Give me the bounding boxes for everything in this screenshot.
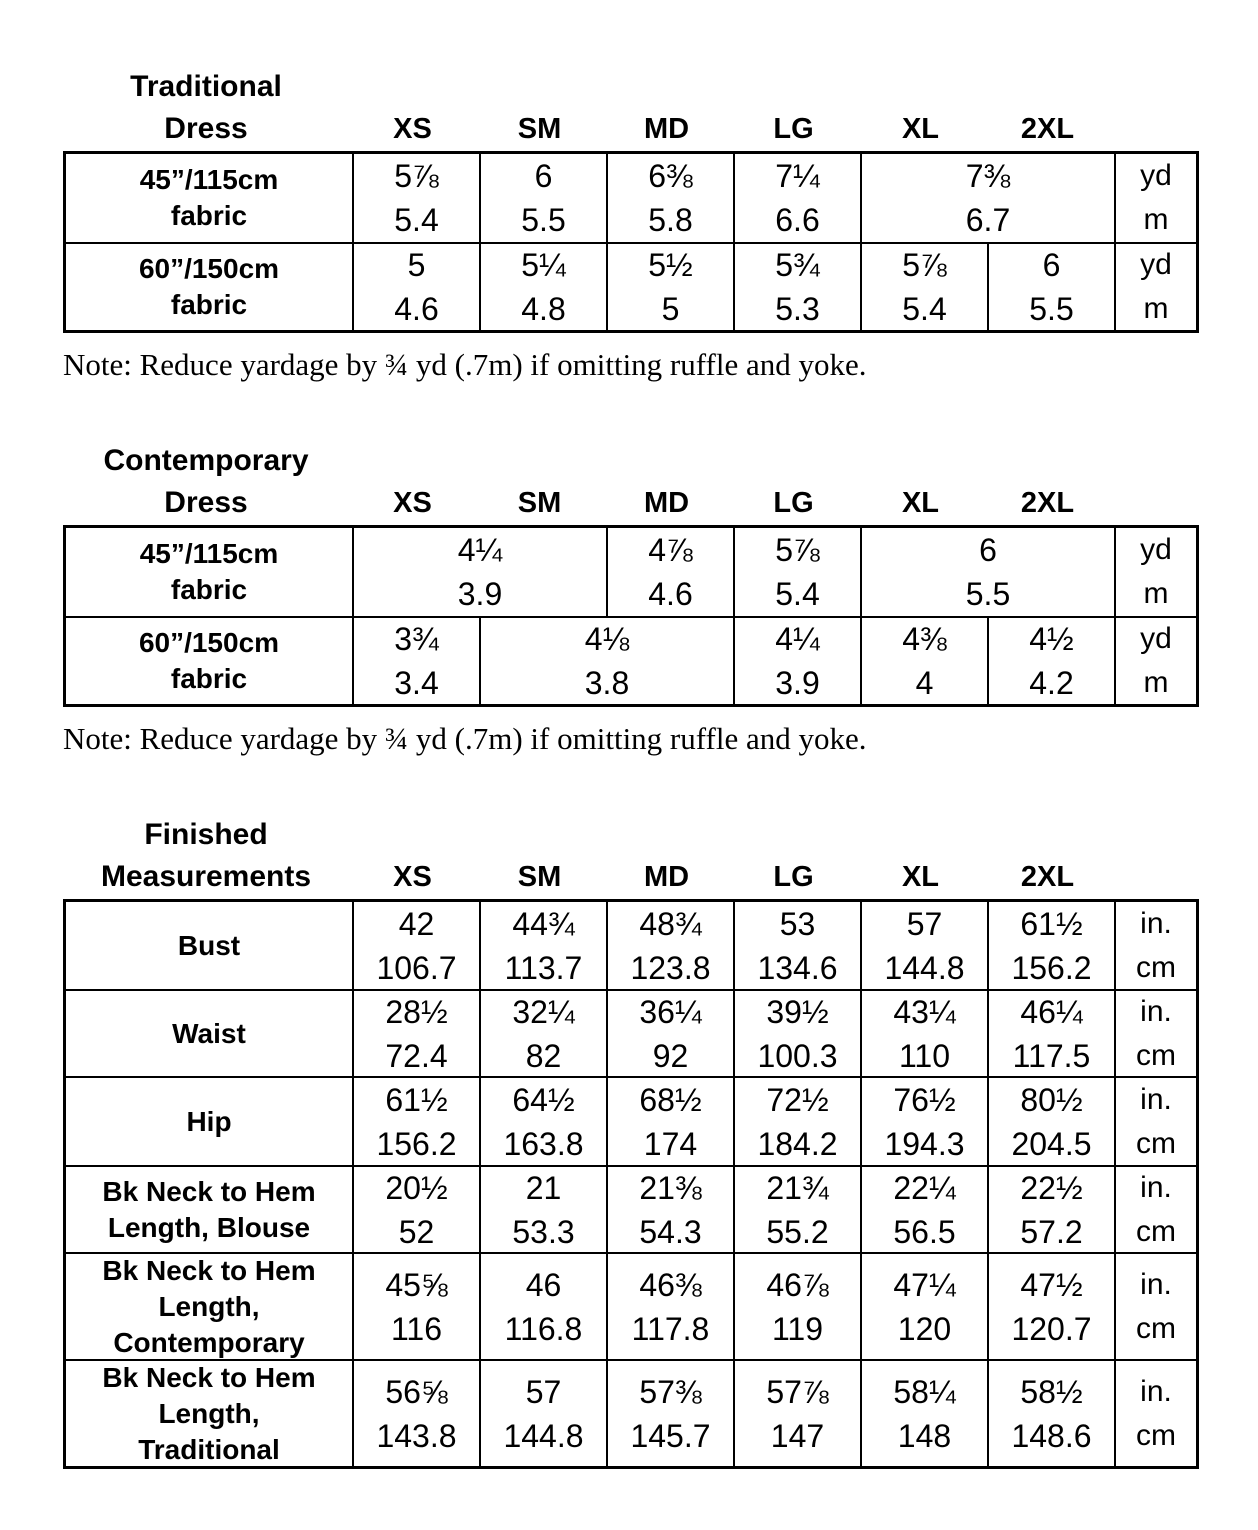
value-top: 5¼ <box>521 247 566 283</box>
unit-bottom: m <box>1143 203 1169 236</box>
unit-cell <box>1114 1252 1196 1359</box>
value-top: 21 <box>525 1169 562 1206</box>
measurement-cell <box>860 989 987 1076</box>
measurement-cell <box>860 242 987 330</box>
table-title-line1: Traditional <box>130 70 282 103</box>
value-bottom: 144.8 <box>884 949 965 986</box>
value-bottom: 156.2 <box>1011 949 1092 986</box>
value-bottom: 3.8 <box>584 665 630 701</box>
value-bottom: 5.5 <box>965 576 1011 612</box>
measurement-cell <box>606 154 733 242</box>
value-top: 7¼ <box>775 158 820 194</box>
unit-top: in. <box>1140 1082 1172 1116</box>
contemporary-yardage-note: Note: Reduce yardage by ¾ yd (.7m) if omitting ruffle and yoke. <box>63 721 867 756</box>
value-bottom: 56.5 <box>893 1213 956 1250</box>
measurement-cell <box>987 1359 1114 1466</box>
measurement-cell <box>733 242 860 330</box>
value-bottom: 5.5 <box>521 202 566 238</box>
measurement-cell <box>987 1165 1114 1252</box>
value-top: 5⅞ <box>902 247 947 283</box>
measurement-cell <box>352 1252 479 1359</box>
value-bottom: 110 <box>898 1037 950 1074</box>
table-title-line1: Finished <box>144 818 268 851</box>
measurement-cell <box>860 528 1114 616</box>
row-label <box>66 1252 352 1359</box>
value-bottom: 55.2 <box>766 1213 829 1250</box>
value-top: 43¼ <box>893 993 956 1030</box>
row-label-line: fabric <box>170 574 248 605</box>
value-top: 53 <box>779 905 816 942</box>
value-top: 58½ <box>1020 1373 1083 1410</box>
measurement-cell <box>860 902 987 989</box>
value-bottom: 3.9 <box>457 576 503 612</box>
traditional-dress-yardage-table <box>63 151 1199 333</box>
unit-top: in. <box>1140 1170 1172 1204</box>
unit-top: yd <box>1140 622 1172 655</box>
value-top: 72½ <box>766 1081 829 1118</box>
unit-top: in. <box>1140 994 1172 1028</box>
value-bottom: 4.8 <box>521 291 566 327</box>
value-top: 36¼ <box>639 993 702 1030</box>
measurement-cell <box>733 528 860 616</box>
value-bottom: 6.6 <box>775 202 820 238</box>
row-label-line: Traditional <box>138 1433 280 1465</box>
row-label <box>66 1165 352 1252</box>
row-label <box>66 528 352 616</box>
unit-bottom: cm <box>1136 1038 1176 1072</box>
value-top: 46⅜ <box>639 1266 702 1303</box>
value-top: 3¾ <box>394 621 439 657</box>
measurement-cell <box>987 1252 1114 1359</box>
measurement-cell <box>352 616 479 704</box>
value-top: 45⅝ <box>385 1266 448 1303</box>
value-top: 44¾ <box>512 905 575 942</box>
unit-top: yd <box>1140 533 1172 566</box>
size-header-lg: LG <box>773 861 814 893</box>
row-label <box>66 902 352 989</box>
value-bottom: 5 <box>661 291 680 327</box>
value-top: 4½ <box>1029 621 1074 657</box>
contemporary-dress-yardage-table <box>63 525 1199 707</box>
traditional-dress-header <box>63 62 1199 149</box>
measurement-cell <box>479 616 733 704</box>
measurement-cell <box>860 616 987 704</box>
unit-cell <box>1114 1165 1196 1252</box>
value-bottom: 3.9 <box>775 665 820 701</box>
row-label-line: Length, Blouse <box>107 1211 311 1243</box>
size-header-xl: XL <box>901 113 940 145</box>
value-bottom: 117.8 <box>631 1310 710 1347</box>
measurement-cell <box>479 1252 606 1359</box>
traditional-yardage-note: Note: Reduce yardage by ¾ yd (.7m) if omitting ruffle and yoke. <box>63 347 867 382</box>
value-top: 4⅜ <box>902 621 947 657</box>
section-contemporary-dress <box>63 436 1199 762</box>
measurement-cell <box>606 528 733 616</box>
row-label-line: 60”/150cm <box>138 253 280 284</box>
value-top: 5⅞ <box>775 532 820 568</box>
value-bottom: 120 <box>897 1310 952 1347</box>
value-bottom: 143.8 <box>376 1417 457 1454</box>
row-label <box>66 242 352 330</box>
measurement-cell <box>733 1076 860 1165</box>
value-bottom: 163.8 <box>503 1125 584 1162</box>
measurement-cell <box>987 902 1114 989</box>
size-header-sm: SM <box>517 113 562 145</box>
value-bottom: 100.3 <box>757 1037 838 1074</box>
measurement-cell <box>860 1076 987 1165</box>
value-bottom: 5.8 <box>648 202 693 238</box>
unit-cell <box>1114 528 1196 616</box>
size-header-2xl: 2XL <box>1020 487 1075 519</box>
row-label-line: 60”/150cm <box>138 627 280 658</box>
measurement-cell <box>733 1359 860 1466</box>
value-top: 6 <box>1042 247 1061 283</box>
value-top: 28½ <box>385 993 448 1030</box>
measurement-cell <box>606 1252 733 1359</box>
measurement-cell <box>352 154 479 242</box>
size-header-xs: XS <box>393 487 432 519</box>
row-label-line: Bk Neck to Hem <box>102 1254 316 1286</box>
value-top: 39½ <box>766 993 829 1030</box>
value-bottom: 52 <box>398 1213 435 1250</box>
value-top: 48¾ <box>639 905 702 942</box>
value-top: 5¾ <box>775 247 820 283</box>
row-label-line: fabric <box>170 289 248 320</box>
value-top: 5 <box>407 247 426 283</box>
measurement-cell <box>733 154 860 242</box>
value-top: 32¼ <box>512 993 575 1030</box>
measurement-cell <box>479 242 606 330</box>
row-label-line: Length, <box>158 1290 260 1322</box>
unit-bottom: m <box>1143 666 1169 699</box>
value-bottom: 147 <box>770 1417 825 1454</box>
measurement-cell <box>987 242 1114 330</box>
finished-measurements-table <box>63 899 1199 1469</box>
value-bottom: 194.3 <box>884 1125 965 1162</box>
measurement-cell <box>733 1165 860 1252</box>
measurement-cell <box>987 1076 1114 1165</box>
value-bottom: 204.5 <box>1011 1125 1092 1162</box>
unit-cell <box>1114 1359 1196 1466</box>
value-top: 6 <box>979 532 997 568</box>
size-header-2xl: 2XL <box>1020 113 1075 145</box>
measurement-cell <box>606 1165 733 1252</box>
value-top: 5⅞ <box>394 158 439 194</box>
unit-cell <box>1114 154 1196 242</box>
value-bottom: 72.4 <box>385 1037 448 1074</box>
value-bottom: 117.5 <box>1012 1037 1091 1074</box>
value-top: 46⅞ <box>766 1266 829 1303</box>
row-label-line: 45”/115cm <box>139 538 279 569</box>
value-bottom: 134.6 <box>757 949 838 986</box>
measurement-cell <box>860 1252 987 1359</box>
measurement-cell <box>352 989 479 1076</box>
row-label-line: Length, <box>158 1397 260 1429</box>
measurement-cell <box>352 1076 479 1165</box>
value-bottom: 156.2 <box>376 1125 457 1162</box>
measurement-cell <box>352 902 479 989</box>
size-header-md: MD <box>643 487 690 519</box>
value-bottom: 144.8 <box>503 1417 584 1454</box>
row-label <box>66 154 352 242</box>
unit-cell <box>1114 989 1196 1076</box>
value-top: 7⅜ <box>965 158 1011 194</box>
unit-bottom: m <box>1143 292 1169 325</box>
unit-top: in. <box>1140 906 1172 940</box>
value-bottom: 113.7 <box>504 949 583 986</box>
value-top: 4¼ <box>457 532 503 568</box>
value-top: 68½ <box>639 1081 702 1118</box>
value-top: 46 <box>525 1266 562 1303</box>
measurement-cell <box>860 154 1114 242</box>
value-bottom: 5.4 <box>775 576 820 612</box>
measurement-cell <box>606 989 733 1076</box>
value-bottom: 184.2 <box>757 1125 838 1162</box>
value-top: 42 <box>398 905 435 942</box>
unit-top: in. <box>1140 1267 1172 1301</box>
value-top: 46¼ <box>1020 993 1083 1030</box>
unit-bottom: cm <box>1136 1418 1176 1452</box>
value-top: 5½ <box>648 247 693 283</box>
measurement-cell <box>352 528 606 616</box>
measurement-cell <box>606 1076 733 1165</box>
value-bottom: 4 <box>915 665 934 701</box>
size-header-xl: XL <box>901 487 940 519</box>
unit-bottom: cm <box>1136 1311 1176 1345</box>
measurement-cell <box>479 1359 606 1466</box>
size-header-md: MD <box>643 113 690 145</box>
unit-top: yd <box>1140 248 1172 281</box>
size-header-2xl: 2XL <box>1020 861 1075 893</box>
table-title-line2: Measurements <box>100 860 312 893</box>
row-label-line: fabric <box>170 663 248 694</box>
value-bottom: 148.6 <box>1011 1417 1092 1454</box>
row-label <box>66 1076 352 1165</box>
unit-cell <box>1114 1076 1196 1165</box>
value-bottom: 5.3 <box>775 291 820 327</box>
value-top: 4⅞ <box>648 532 693 568</box>
value-top: 61½ <box>1020 905 1083 942</box>
measurement-cell <box>733 1252 860 1359</box>
value-bottom: 4.6 <box>648 576 693 612</box>
row-label-line: Bust <box>177 929 241 961</box>
value-bottom: 6.7 <box>965 202 1011 238</box>
measurement-cell <box>479 154 606 242</box>
value-top: 76½ <box>893 1081 956 1118</box>
value-bottom: 148 <box>897 1417 952 1454</box>
row-label-line: Bk Neck to Hem <box>102 1361 316 1393</box>
value-bottom: 54.3 <box>639 1213 702 1250</box>
value-bottom: 4.2 <box>1029 665 1074 701</box>
unit-cell <box>1114 242 1196 330</box>
value-top: 6⅜ <box>648 158 693 194</box>
unit-top: yd <box>1140 159 1172 192</box>
value-bottom: 5.4 <box>902 291 947 327</box>
unit-top: in. <box>1140 1374 1172 1408</box>
row-label-line: fabric <box>170 200 248 231</box>
size-header-sm: SM <box>517 487 562 519</box>
size-header-lg: LG <box>773 113 814 145</box>
row-label <box>66 616 352 704</box>
measurement-cell <box>352 242 479 330</box>
measurement-cell <box>606 1359 733 1466</box>
measurement-cell <box>987 616 1114 704</box>
value-top: 56⅝ <box>385 1373 448 1410</box>
value-top: 58¼ <box>893 1373 956 1410</box>
size-header-xs: XS <box>393 861 432 893</box>
measurement-cell <box>352 1165 479 1252</box>
table-title-line2: Dress <box>164 112 248 145</box>
size-header-lg: LG <box>773 487 814 519</box>
unit-bottom: cm <box>1136 1214 1176 1248</box>
row-label-line: Waist <box>172 1017 246 1049</box>
value-top: 21¾ <box>766 1169 829 1206</box>
measurement-cell <box>987 989 1114 1076</box>
value-bottom: 92 <box>652 1037 689 1074</box>
row-label-line: Contemporary <box>113 1326 305 1358</box>
table-title-line1: Contemporary <box>103 444 309 477</box>
measurement-cell <box>606 902 733 989</box>
section-finished-measurements <box>63 810 1199 1469</box>
row-label-line: Bk Neck to Hem <box>102 1175 316 1207</box>
value-top: 57 <box>906 905 943 942</box>
value-top: 22½ <box>1020 1169 1083 1206</box>
value-top: 64½ <box>512 1081 575 1118</box>
measurement-cell <box>479 1165 606 1252</box>
value-top: 20½ <box>385 1169 448 1206</box>
measurement-cell <box>479 1076 606 1165</box>
measurement-cell <box>479 989 606 1076</box>
value-top: 80½ <box>1020 1081 1083 1118</box>
row-label <box>66 989 352 1076</box>
row-label-line: Hip <box>186 1105 232 1137</box>
size-header-md: MD <box>643 861 690 893</box>
value-top: 4¼ <box>775 621 820 657</box>
measurement-cell <box>733 989 860 1076</box>
value-bottom: 82 <box>525 1037 562 1074</box>
measurement-cell <box>860 1359 987 1466</box>
value-bottom: 5.5 <box>1029 291 1074 327</box>
value-bottom: 120.7 <box>1011 1310 1092 1347</box>
value-top: 57⅜ <box>639 1373 702 1410</box>
value-top: 6 <box>534 158 553 194</box>
value-bottom: 116 <box>390 1310 442 1347</box>
value-top: 22¼ <box>893 1169 956 1206</box>
value-top: 57⅞ <box>766 1373 829 1410</box>
measurement-cell <box>606 242 733 330</box>
measurement-cell <box>733 616 860 704</box>
value-bottom: 145.7 <box>630 1417 711 1454</box>
value-bottom: 57.2 <box>1020 1213 1083 1250</box>
value-bottom: 5.4 <box>394 202 439 238</box>
value-top: 4⅛ <box>584 621 630 657</box>
unit-bottom: cm <box>1136 950 1176 984</box>
value-bottom: 174 <box>643 1125 698 1162</box>
value-bottom: 3.4 <box>394 665 439 701</box>
unit-bottom: cm <box>1136 1126 1176 1160</box>
measurement-cell <box>352 1359 479 1466</box>
value-top: 57 <box>525 1373 562 1410</box>
contemporary-dress-header <box>63 436 1199 523</box>
unit-bottom: m <box>1143 577 1169 610</box>
measurement-cell <box>479 902 606 989</box>
value-bottom: 119 <box>771 1310 823 1347</box>
row-label-line: 45”/115cm <box>139 164 279 195</box>
row-label <box>66 1359 352 1466</box>
value-top: 21⅜ <box>639 1169 702 1206</box>
measurement-cell <box>733 902 860 989</box>
unit-cell <box>1114 616 1196 704</box>
value-top: 61½ <box>385 1081 448 1118</box>
value-bottom: 106.7 <box>376 949 457 986</box>
value-bottom: 53.3 <box>512 1213 575 1250</box>
measurement-cell <box>860 1165 987 1252</box>
finished-measurements-header <box>63 810 1199 897</box>
unit-cell <box>1114 902 1196 989</box>
value-bottom: 123.8 <box>630 949 711 986</box>
size-header-xs: XS <box>393 113 432 145</box>
size-header-sm: SM <box>517 861 562 893</box>
size-header-xl: XL <box>901 861 940 893</box>
value-top: 47¼ <box>893 1266 956 1303</box>
value-bottom: 4.6 <box>394 291 439 327</box>
value-top: 47½ <box>1020 1266 1083 1303</box>
section-traditional-dress <box>63 62 1199 388</box>
value-bottom: 116.8 <box>504 1310 583 1347</box>
table-title-line2: Dress <box>164 486 248 519</box>
